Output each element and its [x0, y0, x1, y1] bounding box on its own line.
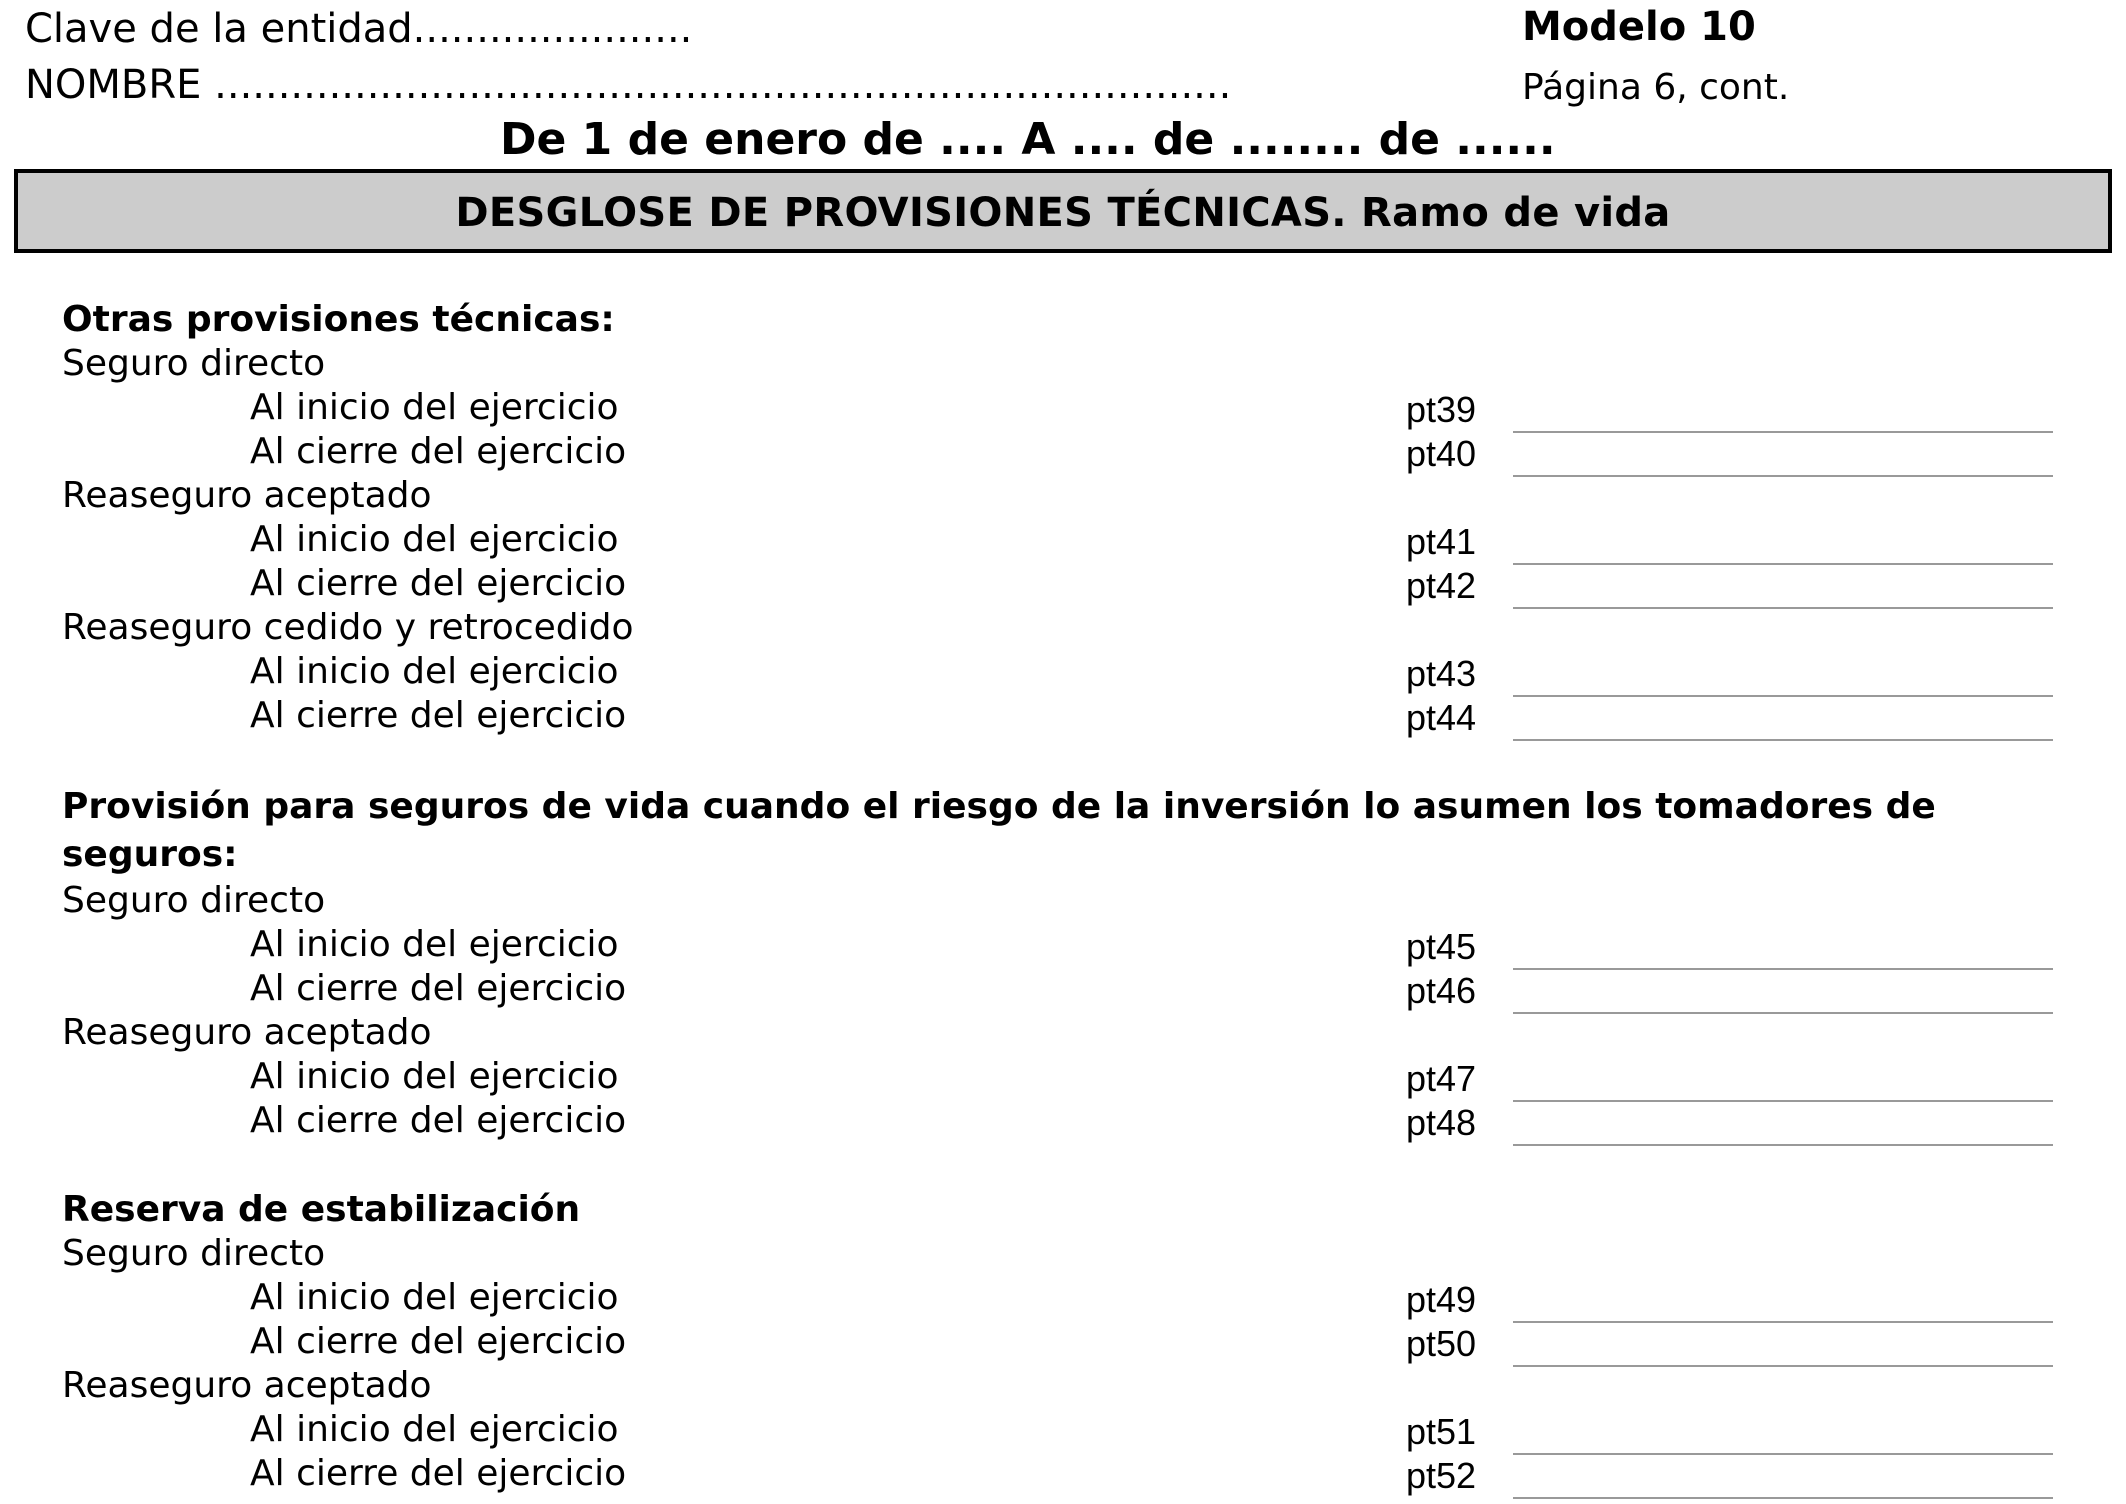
field-code: pt49	[1406, 1279, 1477, 1320]
form-content	[62, 298, 2052, 1496]
period-label: De 1 de enero de .... A .... de ........ de ......	[500, 114, 1556, 165]
field-code: pt48	[1406, 1102, 1477, 1143]
form-row-pt51	[62, 1408, 2052, 1452]
value-field[interactable]	[1513, 1497, 2053, 1499]
field-code: pt45	[1406, 926, 1477, 967]
section-reserva-estabilizacion	[62, 1188, 2052, 1496]
row-label: Al cierre del ejercicio	[250, 1100, 627, 1141]
modelo-label: Modelo 10	[1522, 4, 1756, 50]
form-row-pt45	[62, 923, 2052, 967]
group-label: Seguro directo	[62, 1233, 326, 1274]
group-label: Reaseguro cedido y retrocedido	[62, 607, 634, 648]
form-row-pt43	[62, 650, 2052, 694]
section-provision-seguros-vida	[62, 783, 2052, 1143]
section-heading: Otras provisiones técnicas:	[62, 299, 615, 340]
form-row-pt50	[62, 1320, 2052, 1364]
field-code: pt47	[1406, 1058, 1477, 1099]
field-code: pt39	[1406, 389, 1477, 430]
nombre-label: NOMBRE ................................................................................	[25, 62, 1232, 108]
clave-entidad-label: Clave de la entidad......................	[25, 6, 693, 52]
form-row-pt41	[62, 518, 2052, 562]
section-heading: Reserva de estabilización	[62, 1189, 581, 1230]
form-row-pt49	[62, 1276, 2052, 1320]
row-label: Al inicio del ejercicio	[250, 1056, 619, 1097]
row-label: Al cierre del ejercicio	[250, 563, 627, 604]
row-label: Al cierre del ejercicio	[250, 968, 627, 1009]
field-code: pt41	[1406, 521, 1477, 562]
section-heading: Provisión para seguros de vida cuando el riesgo de la inversión lo asumen los tomadores de seguros:	[62, 786, 1936, 875]
form-row-pt44	[62, 694, 2052, 738]
group-label: Reaseguro aceptado	[62, 475, 432, 516]
form-row-pt46	[62, 967, 2052, 1011]
form-row-pt40	[62, 430, 2052, 474]
field-code: pt42	[1406, 565, 1477, 606]
value-field[interactable]	[1513, 1144, 2053, 1146]
field-code: pt44	[1406, 697, 1477, 738]
group-label: Seguro directo	[62, 880, 326, 921]
form-row-pt47	[62, 1055, 2052, 1099]
group-label: Reaseguro aceptado	[62, 1365, 432, 1406]
field-code: pt51	[1406, 1411, 1477, 1452]
field-code: pt46	[1406, 970, 1477, 1011]
row-label: Al cierre del ejercicio	[250, 695, 627, 736]
row-label: Al inicio del ejercicio	[250, 651, 619, 692]
page-title: DESGLOSE DE PROVISIONES TÉCNICAS. Ramo de vida	[455, 190, 1671, 236]
pagina-label: Página 6, cont.	[1522, 67, 1790, 108]
row-label: Al cierre del ejercicio	[250, 1321, 627, 1362]
form-row-pt48	[62, 1099, 2052, 1143]
row-label: Al cierre del ejercicio	[250, 431, 627, 472]
row-label: Al inicio del ejercicio	[250, 387, 619, 428]
row-label: Al inicio del ejercicio	[250, 1277, 619, 1318]
row-label: Al inicio del ejercicio	[250, 1409, 619, 1450]
field-code: pt40	[1406, 433, 1477, 474]
value-field[interactable]	[1513, 739, 2053, 741]
form-row-pt42	[62, 562, 2052, 606]
form-row-pt52	[62, 1452, 2052, 1496]
row-label: Al inicio del ejercicio	[250, 924, 619, 965]
field-code: pt50	[1406, 1323, 1477, 1364]
group-label: Reaseguro aceptado	[62, 1012, 432, 1053]
row-label: Al cierre del ejercicio	[250, 1453, 627, 1494]
field-code: pt43	[1406, 653, 1477, 694]
group-label: Seguro directo	[62, 343, 326, 384]
section-otras-provisiones	[62, 298, 2052, 738]
row-label: Al inicio del ejercicio	[250, 519, 619, 560]
title-banner	[14, 169, 2112, 253]
field-code: pt52	[1406, 1455, 1477, 1496]
form-row-pt39	[62, 386, 2052, 430]
